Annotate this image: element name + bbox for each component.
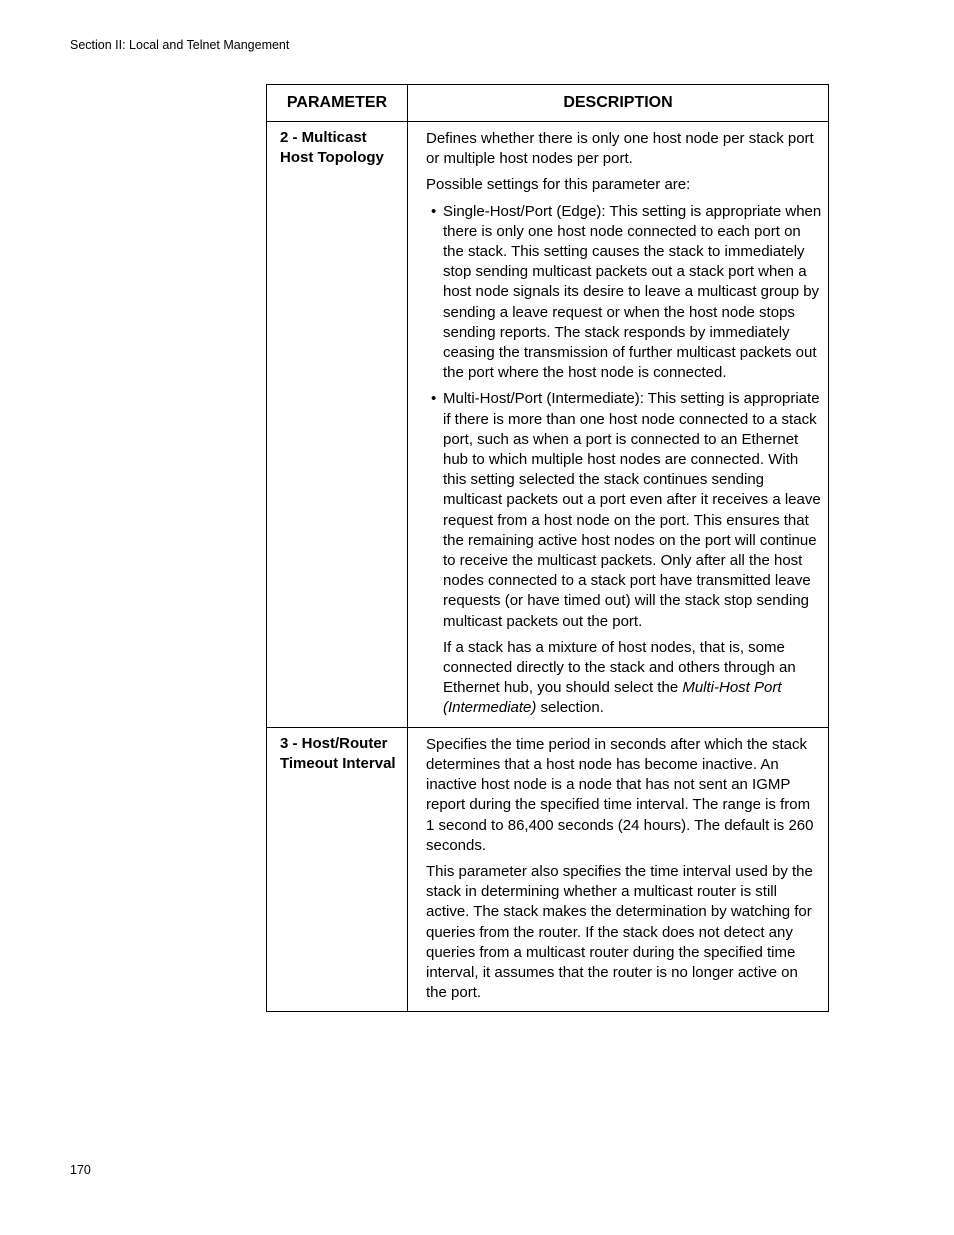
parameter-table xyxy=(266,84,829,1012)
description-paragraph: Defines whether there is only one host node per stack port or multiple host nodes per port. xyxy=(426,130,814,168)
note-text-end: selection. xyxy=(536,699,604,717)
note-text: If a stack has a mixture of host nodes, that is, some connected directly to the stack and others through an Ethernet hub, you should select the xyxy=(443,638,796,697)
page-number: 170 xyxy=(70,1163,91,1177)
bullet-icon: • xyxy=(431,390,437,408)
table-header-row xyxy=(267,85,829,122)
description-paragraph: This parameter also specifies the time interval used by the stack in determining whether a multicast router is still active. The stack makes the determination by watching for queries from the router. If the stack does not detect any queries from a multicast router during the specified time interval, it assumes that the router is no longer active on the port. xyxy=(426,862,813,1002)
table-row xyxy=(267,727,829,1012)
description-paragraph: Specifies the time period in seconds after which the stack determines that a host node has become inactive. An inactive host node is a node that has not sent an IGMP report during the specified time interval. The range is from 1 second to 86,400 seconds (24 hours). The default is 260 seconds. xyxy=(426,735,814,854)
list-item xyxy=(426,202,822,384)
description-paragraph: Possible settings for this parameter are: xyxy=(426,176,691,194)
settings-list xyxy=(426,202,822,632)
list-item-text: Multi-Host/Port (Intermediate): This setting is appropriate if there is more than one host node connected to a stack port, such as when a port is connected to an Ethernet hub to which multiple host nodes are connected. With this setting selected the stack continues sending multicast packets out a port even after it receives a leave request from a host node on the port. This ensures that the remaining active host nodes on the port will continue to receive the multicast packets. Only after all the host nodes connected to a stack port have transmitted leave requests (or have timed out) will the stack stop sending multicast packets out the port. xyxy=(443,390,821,630)
list-item xyxy=(426,389,822,631)
parameter-description xyxy=(408,727,829,1012)
table-row xyxy=(267,122,829,728)
parameter-name: 2 - Multicast Host Topology xyxy=(267,122,408,728)
column-header-description: DESCRIPTION xyxy=(408,85,829,122)
note-emphasis: Multi-Host Port (Intermediate) xyxy=(443,679,782,717)
column-header-parameter: PARAMETER xyxy=(267,85,408,122)
list-item-text: Single-Host/Port (Edge): This setting is appropriate when there is only one host node connected to each port on the stack. This setting causes the stack to immediately stop sending multicast packets out a stack port when a host node signals its desire to leave a multicast group by sending a leave request or when the host node stops sending reports. The stack responds by immediately ceasing the transmission of further multicast packets out the port where the host node is connected. xyxy=(443,202,822,382)
running-header: Section II: Local and Telnet Mangement xyxy=(70,38,290,52)
parameter-description xyxy=(408,122,829,728)
bullet-icon: • xyxy=(431,202,437,220)
description-note xyxy=(426,638,822,719)
parameter-name: 3 - Host/Router Timeout Interval xyxy=(267,727,408,1012)
